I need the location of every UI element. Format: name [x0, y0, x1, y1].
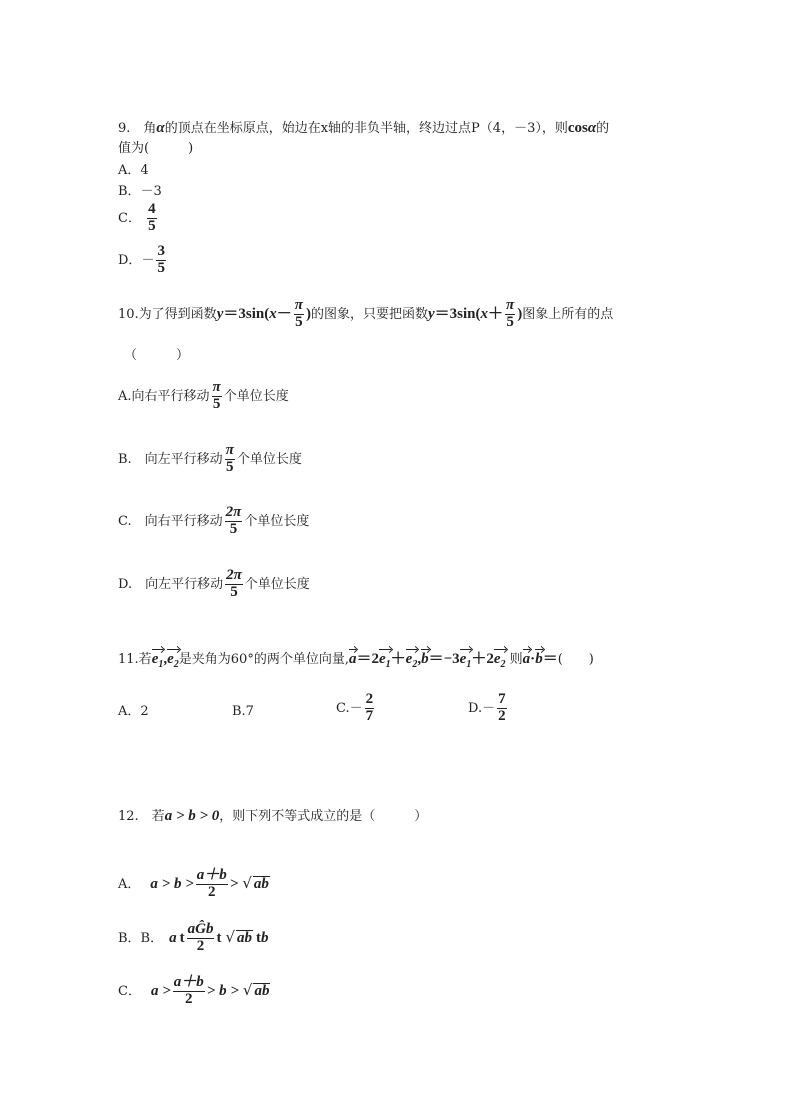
- q10-option-b-den: 5: [226, 458, 234, 475]
- q10-option-d-tail: 个单位长度: [244, 576, 310, 592]
- q11-eq1: ＝2: [356, 651, 379, 667]
- q10-option-d-num: 2π: [226, 567, 242, 583]
- q10-f2-fraction: [505, 298, 515, 331]
- q12-option-c-sqrt-icon: √: [242, 980, 253, 999]
- q11-option-d: [468, 692, 509, 725]
- q10-answer-paren: （ ）: [124, 348, 190, 363]
- q12-option-b: [118, 922, 269, 955]
- q10-option-d: [118, 568, 310, 601]
- q9-option-c-fraction: [147, 202, 157, 235]
- q10-option-c: [118, 505, 309, 538]
- q9-alpha2: α: [587, 120, 597, 136]
- q11-then: 则: [509, 652, 523, 667]
- q11-a-e2-letter: e: [405, 651, 413, 667]
- q11-a-e2: [406, 652, 418, 670]
- q12-option-a-sqrt-icon: √: [242, 873, 252, 892]
- q11-plus: ＋: [390, 651, 406, 667]
- q9-option-d-den: 5: [157, 259, 165, 276]
- q11-option-b: B.7: [232, 704, 254, 719]
- q10-f2-x: x: [480, 305, 489, 322]
- q10-f2-pi: π: [506, 297, 515, 313]
- q12-option-a-post: >: [229, 875, 239, 892]
- q11-option-c-fraction: [365, 692, 375, 725]
- q10-option-d-fraction: [225, 568, 243, 601]
- q10-f2-eq: ＝3: [434, 305, 458, 322]
- q11-stem-line: [118, 652, 594, 670]
- q9-option-c: [118, 202, 159, 235]
- q11-plus2: ＋2: [471, 651, 494, 667]
- q12-option-c-label: C．: [118, 983, 141, 999]
- q10-f2-op: ＋: [488, 305, 504, 322]
- q12-stem: 12. 若: [118, 809, 165, 824]
- q9-cos: cos: [567, 120, 588, 136]
- q10-stem: 10.为了得到函数: [118, 306, 217, 322]
- q9-option-d-label: D．: [118, 252, 142, 268]
- q12-option-c-num: a＋b: [173, 974, 204, 990]
- q10-option-a-tail: 个单位长度: [223, 388, 289, 404]
- q10-f2-open: (: [475, 305, 481, 322]
- q11-b-e2: [494, 652, 506, 670]
- q9-stem-a: 的顶点在坐标原点，始边在x轴的非负半轴，终边过点P（4，－3），则: [164, 121, 568, 136]
- q12-stem-line: [118, 809, 427, 824]
- q10-f1-lhs: y: [216, 305, 224, 322]
- q10-f1-close: ): [305, 305, 311, 322]
- q10-f1-sin: sin: [245, 305, 265, 322]
- q12-option-c-pre: a >: [150, 982, 171, 999]
- q9-option-d: [118, 244, 168, 277]
- q12-option-a-pre: a > b >: [150, 875, 194, 892]
- q12-option-b-b: b: [261, 929, 269, 946]
- q9-stem-line-2: 值为( ): [118, 141, 194, 156]
- q12-option-a: [118, 868, 270, 901]
- q11-option-c-minus: －: [349, 700, 363, 716]
- q11-e2-letter: e: [167, 651, 174, 667]
- q11-e2-vector: [167, 652, 179, 670]
- q11-stem: 11.若: [118, 652, 152, 667]
- q12-option-c: [118, 975, 270, 1008]
- q10-option-c-num: 2π: [225, 504, 242, 520]
- q11-paren: ( ): [557, 652, 594, 667]
- q10-option-a: [118, 380, 289, 413]
- q11-option-d-num: 7: [498, 691, 506, 707]
- q11-a-vector: a: [348, 651, 357, 667]
- q11-option-d-minus: －: [482, 700, 496, 716]
- q10-mid: 的图象，只要把函数: [310, 306, 428, 322]
- q9-alpha: α: [156, 120, 165, 136]
- q9-option-d-fraction: [156, 244, 166, 277]
- q11-comma: ,: [163, 651, 168, 667]
- q12-option-b-t3: t: [256, 929, 262, 946]
- q11-b-vector: b: [421, 651, 429, 667]
- q10-option-b-num: π: [225, 442, 234, 458]
- q11-comma-2: ,: [417, 651, 422, 667]
- q10-option-a-fraction: [212, 380, 222, 413]
- q11-eq3: ＝: [542, 651, 558, 667]
- q12-option-b-fraction: [187, 922, 215, 955]
- q12-stem-b: ，则下列不等式成立的是（ ）: [219, 809, 428, 824]
- q11-b-e2-sub: 2: [500, 659, 506, 670]
- q12-option-b-a: a: [169, 929, 177, 946]
- q10-option-d-label: D. 向左平行移动: [118, 576, 224, 592]
- q9-option-c-num: 4: [148, 201, 156, 217]
- q10-option-c-tail: 个单位长度: [244, 513, 310, 529]
- q10-option-c-den: 5: [229, 520, 238, 537]
- q10-option-c-label: C. 向右平行移动: [118, 513, 223, 529]
- q10-option-d-den: 5: [230, 583, 238, 600]
- q10-f1-x: x: [269, 305, 277, 322]
- q11-b-e1-letter: e: [459, 651, 467, 667]
- q10-end: 图象上所有的点: [522, 306, 614, 322]
- q11-option-c-den: 7: [365, 707, 374, 724]
- q10-f2-sin: sin: [457, 305, 476, 322]
- q11-a-e1-letter: e: [378, 651, 386, 667]
- q11-dot-b: b: [535, 651, 543, 667]
- q12-option-b-num: aĜb: [187, 921, 214, 937]
- q11-option-c: [336, 692, 376, 725]
- q10-f1-five: 5: [295, 313, 303, 330]
- q12-option-b-t1: t: [179, 929, 185, 946]
- q10-f1-open: (: [264, 305, 270, 322]
- q11-option-a: A．2: [118, 704, 149, 719]
- q11-a-e1: [379, 652, 391, 670]
- q12-option-a-fraction: [196, 868, 228, 901]
- q12-option-c-den: 2: [185, 990, 193, 1007]
- q9-option-a: A．4: [118, 163, 149, 178]
- q11-a-e1-sub: 1: [385, 659, 391, 670]
- q11-eq2: ＝−3: [428, 651, 460, 667]
- q12-option-c-fraction: [173, 975, 205, 1008]
- q11-stem-mid: 是夹角为60°的两个单位向量,: [178, 652, 349, 667]
- q11-b-e1-sub: 1: [466, 659, 472, 670]
- q11-b-e2-letter: e: [493, 651, 501, 667]
- q10-option-a-den: 5: [212, 395, 221, 412]
- q12-option-a-label: A．: [118, 876, 141, 892]
- q11-e1-vector: [152, 652, 164, 670]
- q11-option-d-fraction: [497, 692, 507, 725]
- q11-b-e1: [460, 652, 472, 670]
- q12-option-a-den: 2: [208, 883, 216, 900]
- q10-f1-eq: ＝3: [223, 305, 246, 322]
- q9-option-b: B．－3: [118, 184, 162, 199]
- q12-option-b-sqrt-icon: √: [225, 927, 236, 946]
- q10-f2-lhs: y: [427, 305, 435, 322]
- q12-condition: a > b > 0: [164, 808, 220, 824]
- q10-option-a-num: π: [212, 379, 221, 395]
- q11-option-c-label: C.: [336, 700, 350, 716]
- q9-stem: 9. 角: [118, 121, 157, 136]
- q10-option-b-fraction: [225, 443, 235, 476]
- q9-stem-b: 的: [596, 121, 610, 136]
- q9-option-c-label: C．: [118, 210, 141, 226]
- q11-dot-a: a: [522, 651, 531, 667]
- q10-option-b-tail: 个单位长度: [236, 451, 302, 467]
- q12-option-b-label: B．B．: [118, 930, 164, 946]
- q11-e2-sub: 2: [173, 659, 179, 670]
- q9-option-d-minus: －: [141, 252, 155, 268]
- q11-dot: ·: [530, 651, 536, 667]
- q12-option-a-ab: ab: [253, 875, 269, 892]
- q10-option-c-fraction: [225, 505, 243, 538]
- q9-stem-line: [118, 121, 609, 136]
- q11-e1-letter: e: [151, 651, 159, 667]
- q12-option-b-den: 2: [196, 937, 205, 954]
- q10-f2-five: 5: [506, 313, 514, 330]
- q12-option-b-ab: ab: [237, 929, 253, 946]
- q10-f1-fraction: [294, 298, 304, 331]
- q10-f1-pi: π: [294, 297, 303, 313]
- q11-e1-sub: 1: [158, 659, 164, 670]
- q12-option-c-post: > b >: [206, 982, 239, 999]
- q10-stem-line: [118, 298, 613, 331]
- q9-option-c-den: 5: [148, 217, 156, 234]
- q10-f1-op: －: [276, 305, 292, 322]
- q11-option-c-num: 2: [365, 691, 374, 707]
- q10-option-b: [118, 443, 302, 476]
- q9-option-d-num: 3: [157, 243, 165, 259]
- q11-option-d-label: D.: [468, 700, 483, 716]
- q11-a-e2-sub: 2: [412, 659, 418, 670]
- q10-f2-close: ): [517, 305, 523, 322]
- q11-option-d-den: 2: [498, 707, 506, 724]
- q10-option-a-label: A.向右平行移动: [118, 388, 210, 404]
- q12-option-c-ab: ab: [254, 982, 270, 999]
- q12-option-b-t2: t: [216, 929, 222, 946]
- q10-option-b-label: B. 向左平行移动: [118, 451, 223, 467]
- q12-option-a-num: a＋b: [196, 867, 227, 883]
